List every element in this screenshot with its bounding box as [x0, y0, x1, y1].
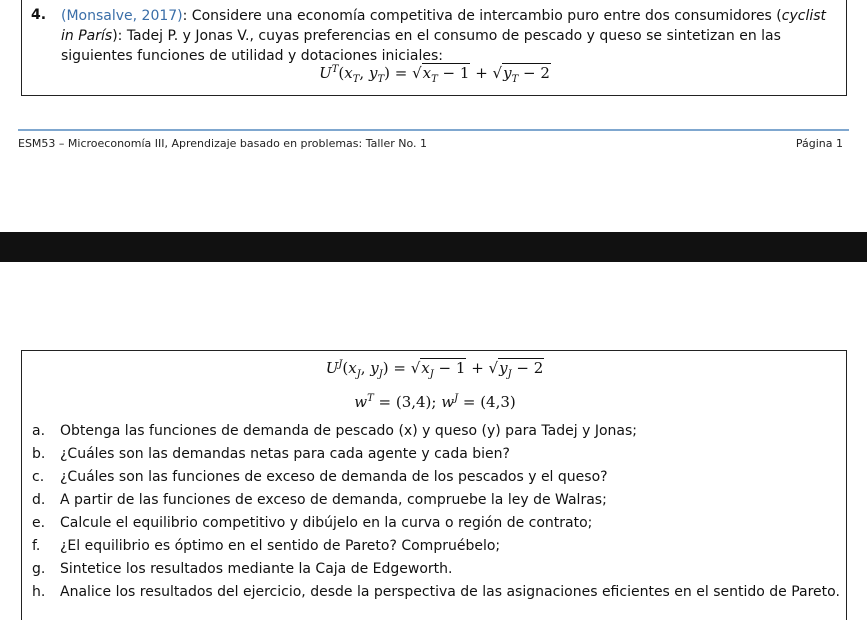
- question-text: (Monsalve, 2017): Considere una economía competitiva de intercambio puro entre dos consumidores (cyclist in París): Tadej P. y Jonas V., cuyas preferencias en el consumo de pescado y queso se sintetizan en las siguientes funciones de utilidad y dotaciones iniciales:: [61, 8, 827, 64]
- list-item: h. Analice los resultados del ejercicio, desde la perspectiva de las asignaciones eficientes en el sentido de Pareto.: [32, 584, 840, 600]
- list-item: f. ¿El equilibrio es óptimo en el sentido de Pareto? Compruébelo;: [32, 538, 501, 554]
- question-box: [21, 0, 847, 96]
- list-item: g. Sintetice los resultados mediante la Caja de Edgeworth.: [32, 561, 453, 577]
- continuation-box: [21, 350, 847, 620]
- list-item: b. ¿Cuáles son las demandas netas para cada agente y cada bien?: [32, 446, 510, 462]
- footer-page-number: Página 1: [795, 137, 843, 150]
- list-item: d. A partir de las funciones de exceso de demanda, compruebe la ley de Walras;: [32, 492, 607, 508]
- page-break-band: [0, 232, 867, 262]
- list-item: c. ¿Cuáles son las funciones de exceso de demanda de los pescados y el queso?: [32, 469, 608, 485]
- utility-jonas-equation: $U^J(x_J$, $y_J) = √x_J - 1 + √y_J - 2$: [325, 359, 544, 380]
- list-item: e. Calcule el equilibrio competitivo y dibújelo en la curva o región de contrato;: [32, 515, 593, 531]
- footer-course: ESM53 – Microeconomía III, Aprendizaje basado en problemas: Taller No. 1: [18, 137, 428, 150]
- question-number: 4.: [31, 7, 47, 23]
- list-item: a. Obtenga las funciones de demanda de pescado (x) y queso (y) para Tadej y Jonas;: [32, 423, 637, 439]
- footer-rule: [18, 129, 849, 131]
- utility-tadej-math: $U^T(x_T$, $y_T) = √x_T - 1 + √y_T - 2$: [319, 64, 550, 85]
- endowments-equation: $w^T = (3,4)$; $w^J = (4,3)$: [354, 393, 516, 411]
- utility-tadej-equation: [22, 64, 848, 85]
- citation: (Monsalve, 2017): [61, 8, 183, 24]
